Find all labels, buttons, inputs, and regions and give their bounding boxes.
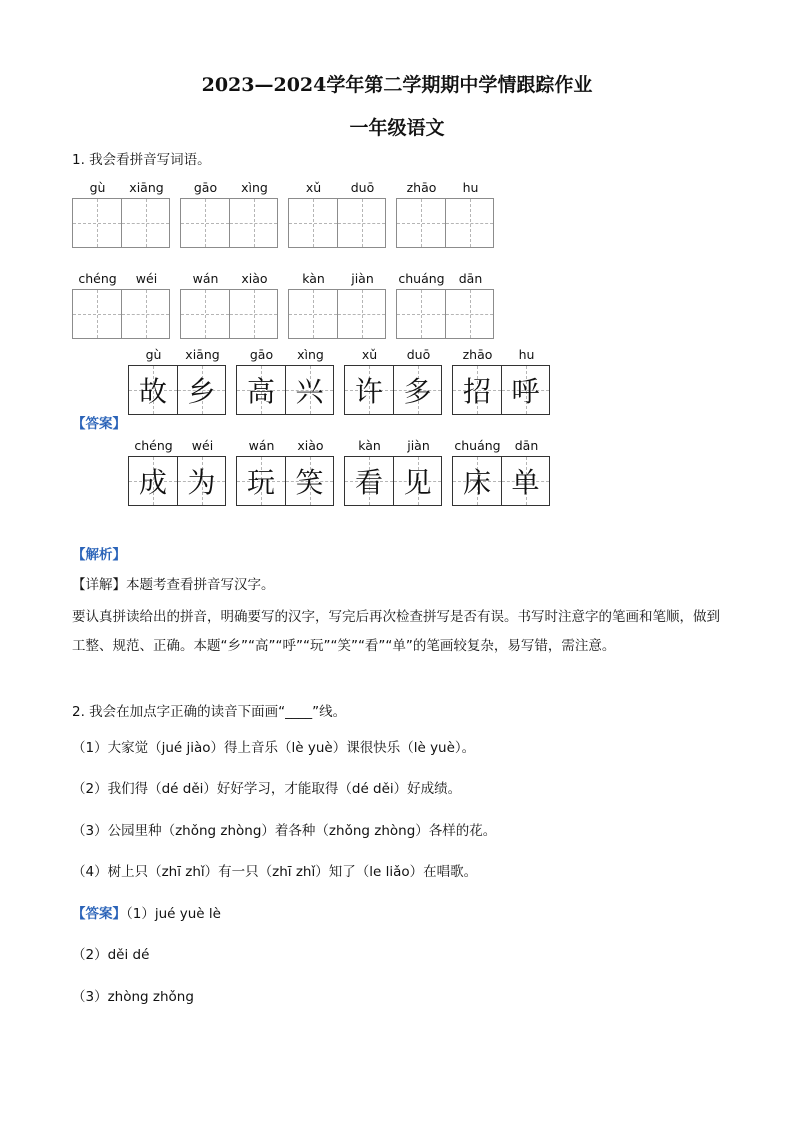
pinyin: jiàn: [351, 271, 374, 286]
answer-char: 笑: [295, 466, 324, 499]
answer-cell: [177, 366, 225, 414]
answer-box-group: [452, 456, 550, 506]
writing-cell: [73, 199, 121, 247]
writing-box-group: [288, 289, 386, 339]
writing-cell: [445, 290, 493, 338]
answer-char: 许: [354, 375, 383, 408]
answer-char: 看: [354, 466, 383, 499]
answer-cell: [129, 457, 177, 505]
pinyin: xiāng: [129, 180, 164, 195]
writing-box-group: [72, 289, 170, 339]
answer-char: 多: [403, 375, 432, 408]
writing-cell: [181, 199, 229, 247]
analysis-label: 【解析】: [72, 547, 126, 563]
pinyin: kàn: [358, 438, 381, 453]
answer-char: 为: [187, 466, 216, 499]
q2-item: （1）大家觉（jué jiào）得上音乐（lè yuè）课很快乐（lè yuè）。: [72, 740, 476, 756]
writing-cell: [229, 199, 277, 247]
answer-char: 乡: [187, 375, 216, 408]
detail-text: 本题考查看拼音写汉字。: [126, 577, 275, 593]
writing-box-group: [288, 198, 386, 248]
pinyin: gāo: [249, 347, 274, 362]
q2-answer: （1）jué yuè lè: [126, 906, 221, 922]
answer-box-group: [452, 365, 550, 415]
writing-cell: [397, 290, 445, 338]
writing-cell: [121, 199, 169, 247]
writing-box-group: [396, 289, 494, 339]
answer-box-group: [236, 456, 334, 506]
answer-box-group: [344, 365, 442, 415]
writing-cell: [289, 290, 337, 338]
pinyin: wéi: [191, 438, 214, 453]
pinyin: hu: [462, 180, 479, 195]
pinyin: dān: [514, 438, 539, 453]
answer-char: 故: [138, 375, 167, 408]
document-title: 2023—2024学年第二学期期中学情跟踪作业: [201, 74, 593, 96]
q2-item: （2）我们得（dé děi）好好学习，才能取得（dé děi）好成绩。: [72, 781, 462, 797]
answer-cell: [501, 457, 549, 505]
answer-cell: [177, 457, 225, 505]
answer-box-group: [128, 365, 226, 415]
answer-cell: [285, 366, 333, 414]
pinyin: xiào: [241, 271, 268, 286]
writing-box-group: [180, 289, 278, 339]
answer-cell: [453, 457, 501, 505]
pinyin: kàn: [302, 271, 325, 286]
pinyin: hu: [518, 347, 535, 362]
answer-label: 【答案】: [72, 416, 126, 432]
answer-char: 高: [246, 375, 275, 408]
answer-char: 床: [462, 466, 491, 499]
writing-cell: [445, 199, 493, 247]
pinyin: xiāng: [185, 347, 220, 362]
answer-char: 单: [511, 466, 540, 499]
answer-cell: [501, 366, 549, 414]
q2-answer: （2）děi dé: [72, 947, 150, 963]
pinyin: dān: [458, 271, 483, 286]
detail-label: 【详解】: [72, 577, 126, 593]
pinyin: wéi: [135, 271, 158, 286]
writing-box-group: [180, 198, 278, 248]
pinyin: duō: [406, 347, 431, 362]
q2-answer: （3）zhòng zhǒng: [72, 989, 194, 1005]
answer-char: 呼: [511, 375, 540, 408]
answer-cell: [345, 366, 393, 414]
detail-line: [72, 575, 275, 595]
pinyin: zhāo: [462, 347, 493, 362]
question-1-prompt: 1. 我会看拼音写词语。: [72, 152, 211, 168]
answer-cell: [393, 457, 441, 505]
answer-cell: [345, 457, 393, 505]
answer-cell: [285, 457, 333, 505]
answer-char: 见: [403, 466, 432, 499]
answer-cell: [453, 366, 501, 414]
pinyin: xiào: [297, 438, 324, 453]
answer-char: 成: [138, 466, 167, 499]
writing-cell: [397, 199, 445, 247]
pinyin: xǔ: [305, 180, 322, 195]
writing-cell: [73, 290, 121, 338]
writing-cell: [121, 290, 169, 338]
pinyin: xìng: [297, 347, 324, 362]
pinyin: wán: [248, 438, 275, 453]
question-2-prompt: 2. 我会在加点字正确的读音下面画“____”线。: [72, 704, 347, 720]
pinyin: jiàn: [407, 438, 430, 453]
q2-answer-line: [72, 904, 221, 924]
q2-answer-label: 【答案】: [72, 906, 126, 922]
answer-cell: [237, 366, 285, 414]
writing-cell: [289, 199, 337, 247]
pinyin: xìng: [241, 180, 268, 195]
writing-cell: [229, 290, 277, 338]
pinyin: gāo: [193, 180, 218, 195]
writing-cell: [337, 290, 385, 338]
answer-char: 兴: [295, 375, 324, 408]
answer-cell: [129, 366, 177, 414]
pinyin: chéng: [78, 271, 117, 286]
answer-char: 玩: [246, 466, 275, 499]
answer-cell: [237, 457, 285, 505]
writing-cell: [337, 199, 385, 247]
pinyin: wán: [192, 271, 219, 286]
answer-box-group: [236, 365, 334, 415]
answer-char: 招: [462, 375, 491, 408]
pinyin: chuáng: [398, 271, 445, 286]
pinyin: zhāo: [406, 180, 437, 195]
answer-box-group: [128, 456, 226, 506]
pinyin: chéng: [134, 438, 173, 453]
pinyin: gù: [145, 347, 162, 362]
writing-cell: [181, 290, 229, 338]
q2-item: （4）树上只（zhī zhǐ）有一只（zhī zhǐ）知了（le liǎo）在唱歌。: [72, 864, 478, 880]
answer-cell: [393, 366, 441, 414]
document-subtitle: 一年级语文: [349, 117, 445, 139]
q2-item: （3）公园里种（zhǒng zhòng）着各种（zhǒng zhòng）各样的花。: [72, 823, 497, 839]
answer-box-group: [344, 456, 442, 506]
writing-box-group: [396, 198, 494, 248]
pinyin: gù: [89, 180, 106, 195]
explanation-paragraph: 要认真拼读给出的拼音，明确要写的汉字，写完后再次检查拼写是否有误。书写时注意字的笔画和笔顺，做到工整、规范、正确。本题“乡”“高”“呼”“玩”“笑”“看”“单”的笔画较复杂，易写错，需注意。: [72, 609, 720, 654]
pinyin: xǔ: [361, 347, 378, 362]
pinyin: chuáng: [454, 438, 501, 453]
writing-box-group: [72, 198, 170, 248]
pinyin: duō: [350, 180, 375, 195]
